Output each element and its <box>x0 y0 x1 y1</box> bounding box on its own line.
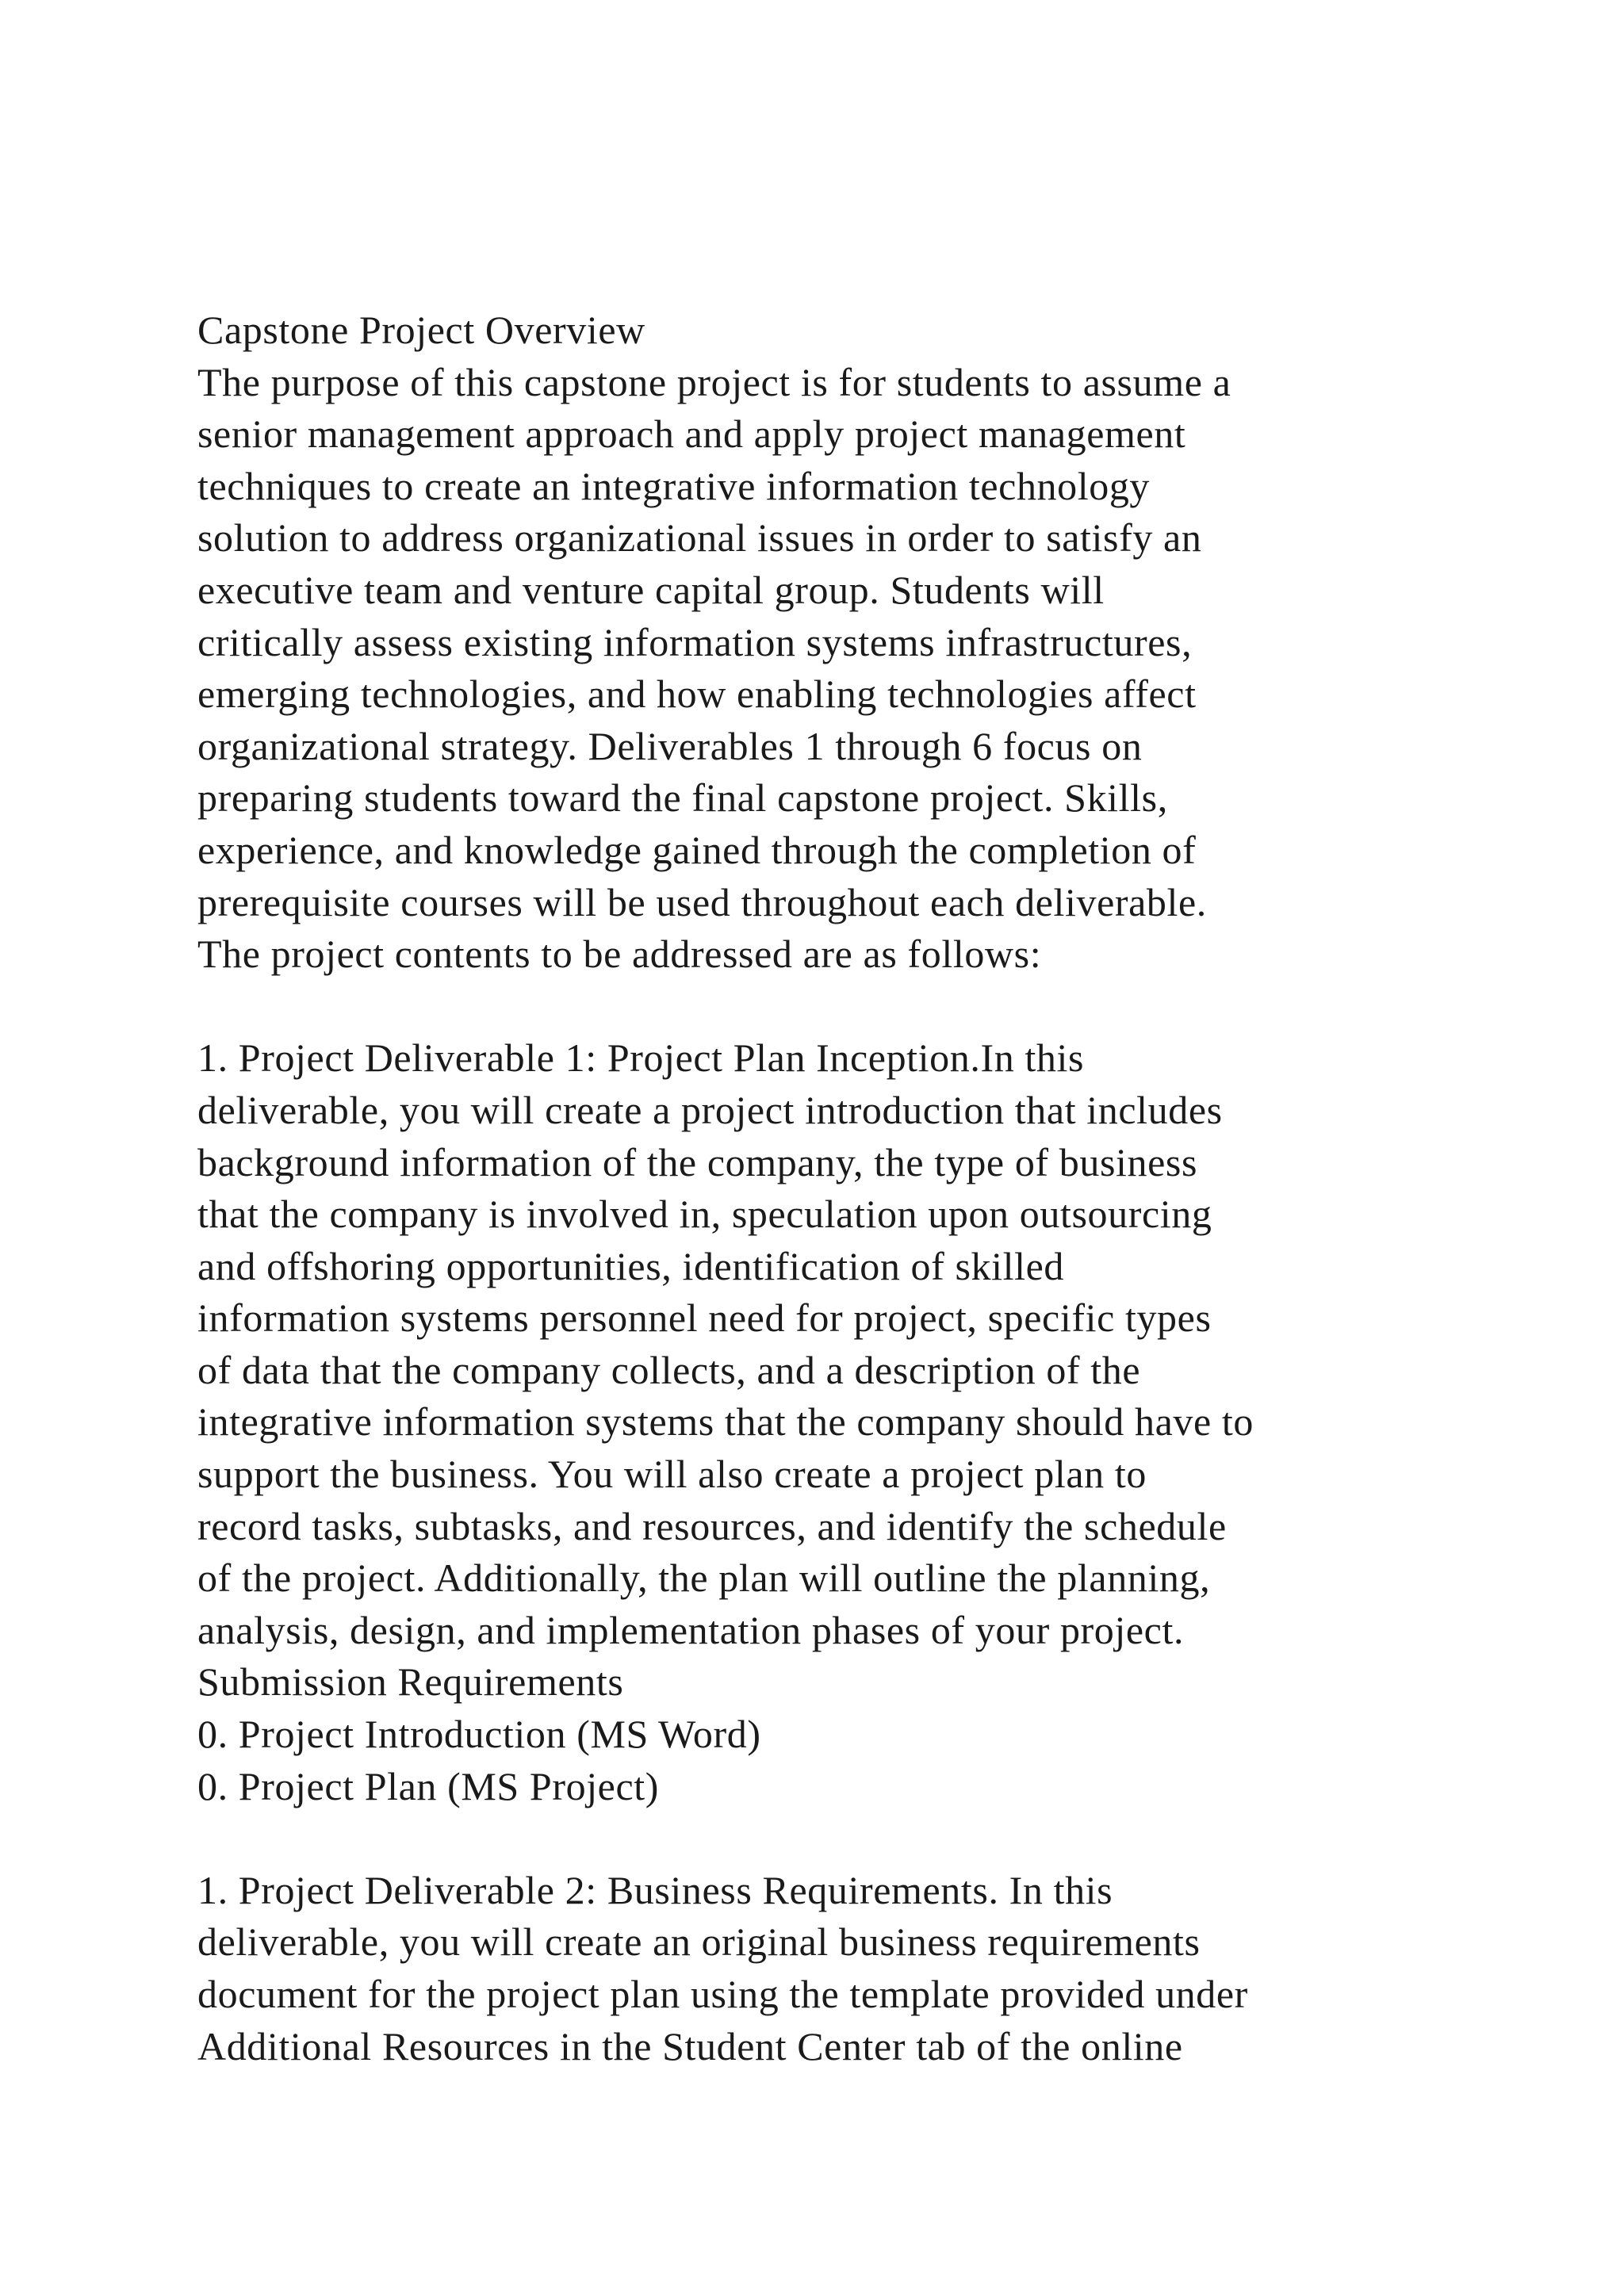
deliverable-2-line: deliverable, you will create an original business requirements <box>197 1919 1201 1965</box>
submission-item: 0. Project Introduction (MS Word) <box>197 1712 761 1757</box>
intro-line: organizational strategy. Deliverables 1 through 6 focus on <box>197 723 1143 768</box>
intro-line: solution to address organizational issues in order to satisfy an <box>197 515 1202 561</box>
deliverable-1-line: support the business. You will also create a project plan to <box>197 1452 1147 1497</box>
intro-line: emerging technologies, and how enabling technologies affect <box>197 672 1197 717</box>
intro-line: The project contents to be addressed are as follows: <box>197 932 1042 977</box>
deliverable-1-line: record tasks, subtasks, and resources, and identify the schedule <box>197 1503 1227 1548</box>
submission-heading: Submission Requirements <box>197 1659 624 1705</box>
intro-line: The purpose of this capstone project is for students to assume a <box>197 359 1231 404</box>
submission-item: 0. Project Plan (MS Project) <box>197 1763 660 1808</box>
intro-line: techniques to create an integrative information technology <box>197 463 1151 508</box>
document-body <box>197 304 1609 2072</box>
deliverable-1-line: integrative information systems that the company should have to <box>197 1399 1254 1445</box>
paragraph-spacer <box>197 981 1609 1033</box>
deliverable-2-line: Additional Resources in the Student Center tab of the online <box>197 2023 1183 2068</box>
document-title: Capstone Project Overview <box>197 308 645 352</box>
deliverable-2-line: 1. Project Deliverable 2: Business Requirements. In this <box>197 1867 1113 1912</box>
deliverable-1-line: and offshoring opportunities, identification of skilled <box>197 1243 1065 1288</box>
deliverable-2-line: document for the project plan using the template provided under <box>197 1972 1248 2016</box>
intro-line: preparing students toward the final capstone project. Skills, <box>197 775 1168 821</box>
intro-line: prerequisite courses will be used throughout each deliverable. <box>197 879 1207 924</box>
deliverable-1-line: analysis, design, and implementation phases of your project. <box>197 1607 1185 1652</box>
intro-line: critically assess existing information systems infrastructures, <box>197 619 1193 664</box>
paragraph-spacer <box>197 1812 1609 1865</box>
deliverable-1-line: information systems personnel need for project, specific types <box>197 1295 1212 1341</box>
intro-line: executive team and venture capital group. Students will <box>197 567 1105 612</box>
intro-line: experience, and knowledge gained through the completion of <box>197 827 1197 872</box>
intro-line: senior management approach and apply project management <box>197 411 1186 457</box>
deliverable-1-line: of the project. Additionally, the plan will outline the planning, <box>197 1556 1211 1601</box>
deliverable-1-line: deliverable, you will create a project introduction that includes <box>197 1087 1223 1132</box>
deliverable-1-line: 1. Project Deliverable 1: Project Plan Inception.In this <box>197 1035 1085 1081</box>
deliverable-1-line: background information of the company, the type of business <box>197 1139 1198 1184</box>
deliverable-1-line: that the company is involved in, speculation upon outsourcing <box>197 1192 1212 1237</box>
deliverable-1-line: of data that the company collects, and a description of the <box>197 1347 1141 1392</box>
